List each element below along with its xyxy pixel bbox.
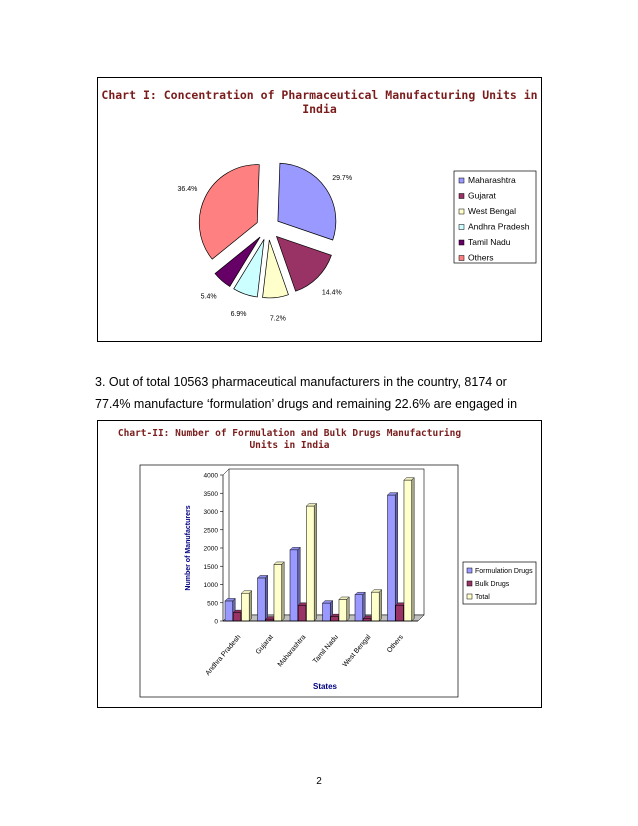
pie-label-west-bengal: 7.2% (269, 315, 286, 323)
x-category-label-tamil-nadu: Tamil Nadu (312, 633, 340, 666)
x-axis-label: States (312, 682, 338, 691)
bar-formulation-drugs-gujarat (258, 575, 268, 621)
legend-label-west-bengal: West Bengal (468, 206, 517, 216)
pie-chart-title-line1: Chart I: Concentration of Pharmaceutical Manufacturing Units in (101, 88, 538, 102)
bar-formulation-drugs-others (388, 493, 398, 621)
y-tick-label-0: 0 (214, 618, 218, 626)
y-tick-label-2000: 2000 (203, 545, 218, 553)
y-tick-label-4000: 4000 (203, 472, 218, 480)
pie-slice-gujarat (277, 236, 332, 291)
pie-chart (98, 78, 541, 341)
bar-total-tamil-nadu (339, 597, 349, 621)
legend-swatch-bulk-drugs (467, 581, 472, 586)
y-tick-label-1000: 1000 (203, 582, 218, 589)
pie-label-andhra-pradesh: 6.9% (230, 311, 247, 319)
bar-chart-title-line2: Units in India (249, 440, 330, 451)
pie-chart-title-line2: India (302, 102, 337, 116)
bar-chart-frame (97, 420, 542, 708)
legend-label-others: Others (468, 252, 494, 263)
legend-swatch-andhra-pradesh (459, 225, 464, 230)
legend-label-total: Total (475, 594, 490, 601)
legend-label-andhra-pradesh: Andhra Pradesh (468, 221, 530, 232)
bar-total-others (404, 478, 414, 621)
legend-label-gujarat: Gujarat (468, 190, 496, 201)
pie-label-others: 36.4% (177, 185, 198, 193)
x-category-label-andhra-pradesh: Andhra Pradesh (204, 633, 243, 678)
y-tick-label-3500: 3500 (203, 490, 218, 498)
x-category-label-others: Others (386, 633, 405, 655)
legend-label-maharashtra: Maharashtra (468, 175, 516, 185)
x-category-label-gujarat: Gujarat (254, 633, 275, 656)
bar-formulation-drugs-west-bengal (355, 592, 365, 621)
paragraph-line-1: 3. Out of total 10563 pharmaceutical manufacturers in the country, 8174 or (95, 375, 507, 389)
legend-swatch-tamil-nadu (459, 240, 464, 245)
legend-label-bulk-drugs: Bulk Drugs (475, 581, 510, 588)
legend-swatch-total (467, 594, 472, 599)
y-tick-label-3000: 3000 (203, 509, 218, 516)
pie-legend (454, 171, 536, 263)
bar-legend (463, 562, 536, 604)
legend-swatch-gujarat (459, 194, 464, 199)
legend-swatch-west-bengal (459, 209, 464, 214)
y-axis-label: Number of Manufacturers (185, 505, 192, 591)
y-tick-label-500: 500 (207, 600, 218, 608)
legend-label-tamil-nadu: Tamil Nadu (468, 237, 511, 247)
bar-total-maharashtra (306, 504, 316, 621)
legend-swatch-others (459, 256, 464, 261)
bar-chart (98, 421, 541, 707)
paragraph-line-2: 77.4% manufacture ‘formulation’ drugs and remaining 22.6% are engaged in (95, 397, 518, 411)
legend-swatch-formulation-drugs (467, 568, 472, 573)
x-category-label-maharashtra: Maharashtra (276, 633, 308, 669)
y-tick-label-2500: 2500 (203, 527, 218, 535)
bar-total-west-bengal (371, 590, 381, 621)
pie-label-maharashtra: 29.7% (332, 174, 353, 182)
x-category-label-west-bengal: West Bengal (341, 633, 373, 669)
legend-label-formulation-drugs: Formulation Drugs (475, 568, 533, 575)
y-tick-label-1500: 1500 (203, 563, 218, 571)
pie-label-gujarat: 14.4% (321, 289, 342, 297)
bar-total-andhra-pradesh (241, 591, 251, 621)
bar-total-gujarat (274, 562, 284, 621)
legend-swatch-maharashtra (459, 178, 464, 183)
page-number: 2 (316, 776, 322, 787)
pie-slice-maharashtra (278, 163, 336, 240)
pie-chart-frame (97, 77, 542, 342)
bar-chart-title-line1: Chart-II: Number of Formulation and Bulk Drugs Manufacturing (117, 428, 462, 439)
pie-label-tamil-nadu: 5.4% (200, 293, 217, 301)
